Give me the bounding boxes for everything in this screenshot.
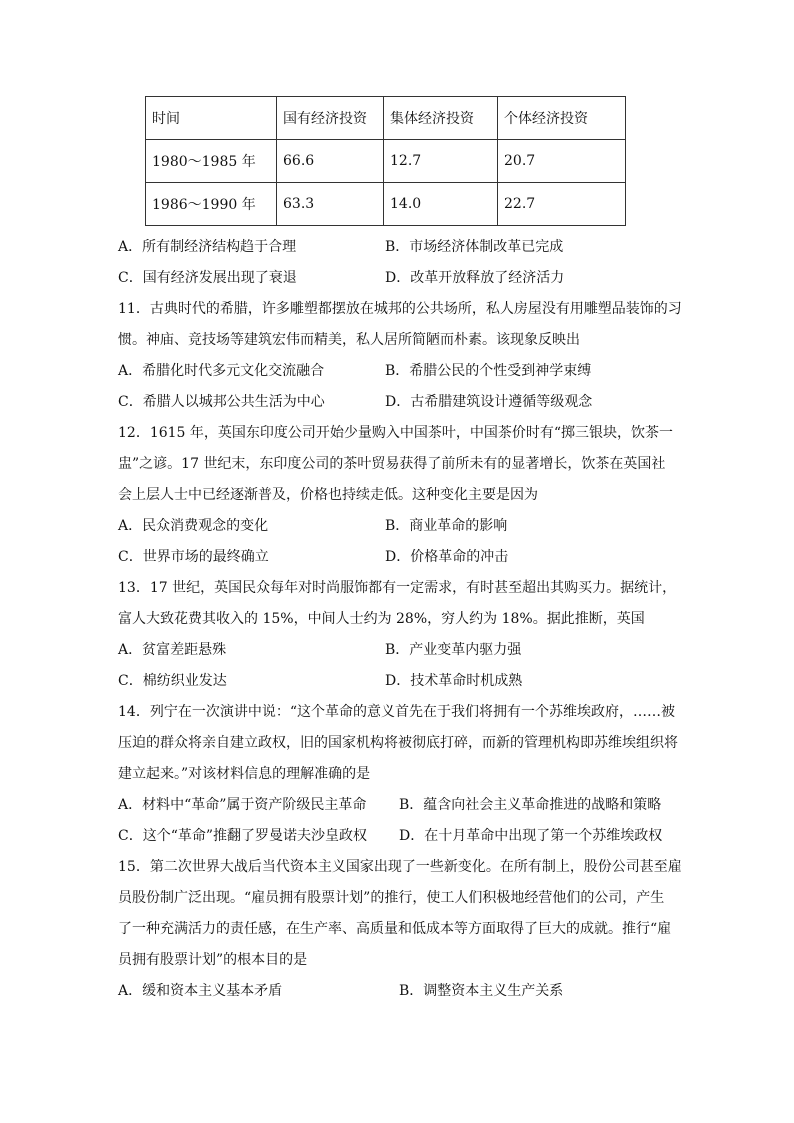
q13-options-row-1 (118, 635, 678, 666)
q11-option-c: C．希腊人以城邦公共生活为中心 (118, 394, 325, 410)
q13-option-c: C．棉纺织业发达 (118, 673, 227, 689)
q11-option-a: A．希腊化时代多元文化交流融合 (118, 363, 325, 379)
table-cell: 20.7 (498, 140, 626, 183)
table-cell: 22.7 (498, 183, 626, 226)
q12-stem-line: 盅”之谚。17 世纪末，东印度公司的茶叶贸易获得了前所未有的显著增长，饮茶在英国社 (118, 456, 666, 472)
table-row (146, 183, 626, 226)
q14-stem-line: 建立起来。”对该材料信息的理解准确的是 (118, 766, 371, 782)
q13-options-row-2 (118, 666, 678, 697)
table-cell: 63.3 (277, 183, 384, 226)
q15-stem-line: 员股份制广泛出现。“雇员拥有股票计划”的推行，使工人们积极地经营他们的公司，产生 (118, 890, 665, 906)
q12-option-c: C．世界市场的最终确立 (118, 549, 269, 565)
q14-options-row-2 (118, 821, 678, 852)
q10-option-d: D．改革开放释放了经济活力 (385, 270, 565, 286)
q14-stem-line: 压迫的群众将亲自建立政权，旧的国家机构将被彻底打碎，而新的管理机构即苏维埃组织将 (118, 735, 678, 751)
table-header-cell: 时间 (146, 97, 277, 140)
q12-stem-line: 会上层人士中已经逐渐普及，价格也持续走低。这种变化主要是因为 (118, 487, 538, 503)
q10-option-c: C．国有经济发展出现了衰退 (118, 270, 297, 286)
q15-stem-line: 15．第二次世界大战后当代资本主义国家出现了一些新变化。在所有制上，股份公司甚至雇 (118, 859, 682, 875)
q11-option-d: D．古希腊建筑设计遵循等级观念 (385, 394, 593, 410)
investment-table (145, 96, 626, 226)
table-cell: 1986～1990 年 (146, 183, 277, 226)
q14-option-c: C．这个“革命”推翻了罗曼诺夫沙皇政权 (118, 828, 368, 844)
q14-stem-line: 14．列宁在一次演讲中说：“这个革命的意义首先在于我们将拥有一个苏维埃政府，……被 (118, 704, 675, 720)
q12-option-b: B．商业革命的影响 (385, 518, 508, 534)
q11-options-row-2 (118, 387, 678, 418)
table-cell: 66.6 (277, 140, 384, 183)
q13-option-d: D．技术革命时机成熟 (385, 673, 523, 689)
q13-stem-line: 富人大致花费其收入的 15%，中间人士约为 28%，穷人约为 18%。据此推断，英国 (118, 611, 645, 627)
q10-option-b: B．市场经济体制改革已完成 (385, 239, 564, 255)
table-cell: 12.7 (384, 140, 498, 183)
q15-option-a: A．缓和资本主义基本矛盾 (118, 983, 283, 999)
q12-options-row-2 (118, 542, 678, 573)
q15-option-b: B．调整资本主义生产关系 (399, 983, 564, 999)
q12-option-a: A．民众消费观念的变化 (118, 518, 269, 534)
q13-option-a: A．贫富差距悬殊 (118, 642, 227, 658)
q14-option-a: A．材料中“革命”属于资产阶级民主革命 (118, 797, 367, 813)
q15-stem-line: 员拥有股票计划”的根本目的是 (118, 952, 308, 968)
q12-options-row-1 (118, 511, 678, 542)
q14-options-row-1 (118, 790, 678, 821)
table-cell: 1980～1985 年 (146, 140, 277, 183)
table-header-cell: 集体经济投资 (384, 97, 498, 140)
q11-option-b: B．希腊公民的个性受到神学束缚 (385, 363, 592, 379)
q12-stem-line: 12．1615 年，英国东印度公司开始少量购入中国茶叶，中国茶价时有“掷三银块，饮茶一 (118, 425, 674, 441)
q15-stem-line: 了一种充满活力的责任感，在生产率、高质量和低成本等方面取得了巨大的成就。推行“雇 (118, 921, 672, 937)
q10-option-a: A．所有制经济结构趋于合理 (118, 239, 297, 255)
q13-stem-line: 13．17 世纪，英国民众每年对时尚服饰都有一定需求，有时甚至超出其购买力。据统计， (118, 580, 677, 596)
q14-option-b: B．蕴含向社会主义革命推进的战略和策略 (399, 797, 662, 813)
q11-stem-line: 11．古典时代的希腊，许多雕塑都摆放在城邦的公共场所，私人房屋没有用雕塑品装饰的习 (118, 301, 682, 317)
q14-option-d: D．在十月革命中出现了第一个苏维埃政权 (399, 828, 663, 844)
table-cell: 14.0 (384, 183, 498, 226)
q10-options-row-2 (118, 263, 678, 294)
table-header-cell: 国有经济投资 (277, 97, 384, 140)
q12-option-d: D．价格革命的冲击 (385, 549, 509, 565)
q11-stem-line: 惯。神庙、竞技场等建筑宏伟而精美，私人居所简陋而朴素。该现象反映出 (118, 332, 580, 348)
investment-table-container (145, 96, 626, 226)
q13-option-b: B．产业变革内驱力强 (385, 642, 522, 658)
table-header-row (146, 97, 626, 140)
table-header-cell: 个体经济投资 (498, 97, 626, 140)
questions (118, 232, 682, 1007)
table-row (146, 140, 626, 183)
q10-options-row-1 (118, 232, 678, 263)
q11-options-row-1 (118, 356, 678, 387)
q15-options-row-1 (118, 976, 678, 1007)
